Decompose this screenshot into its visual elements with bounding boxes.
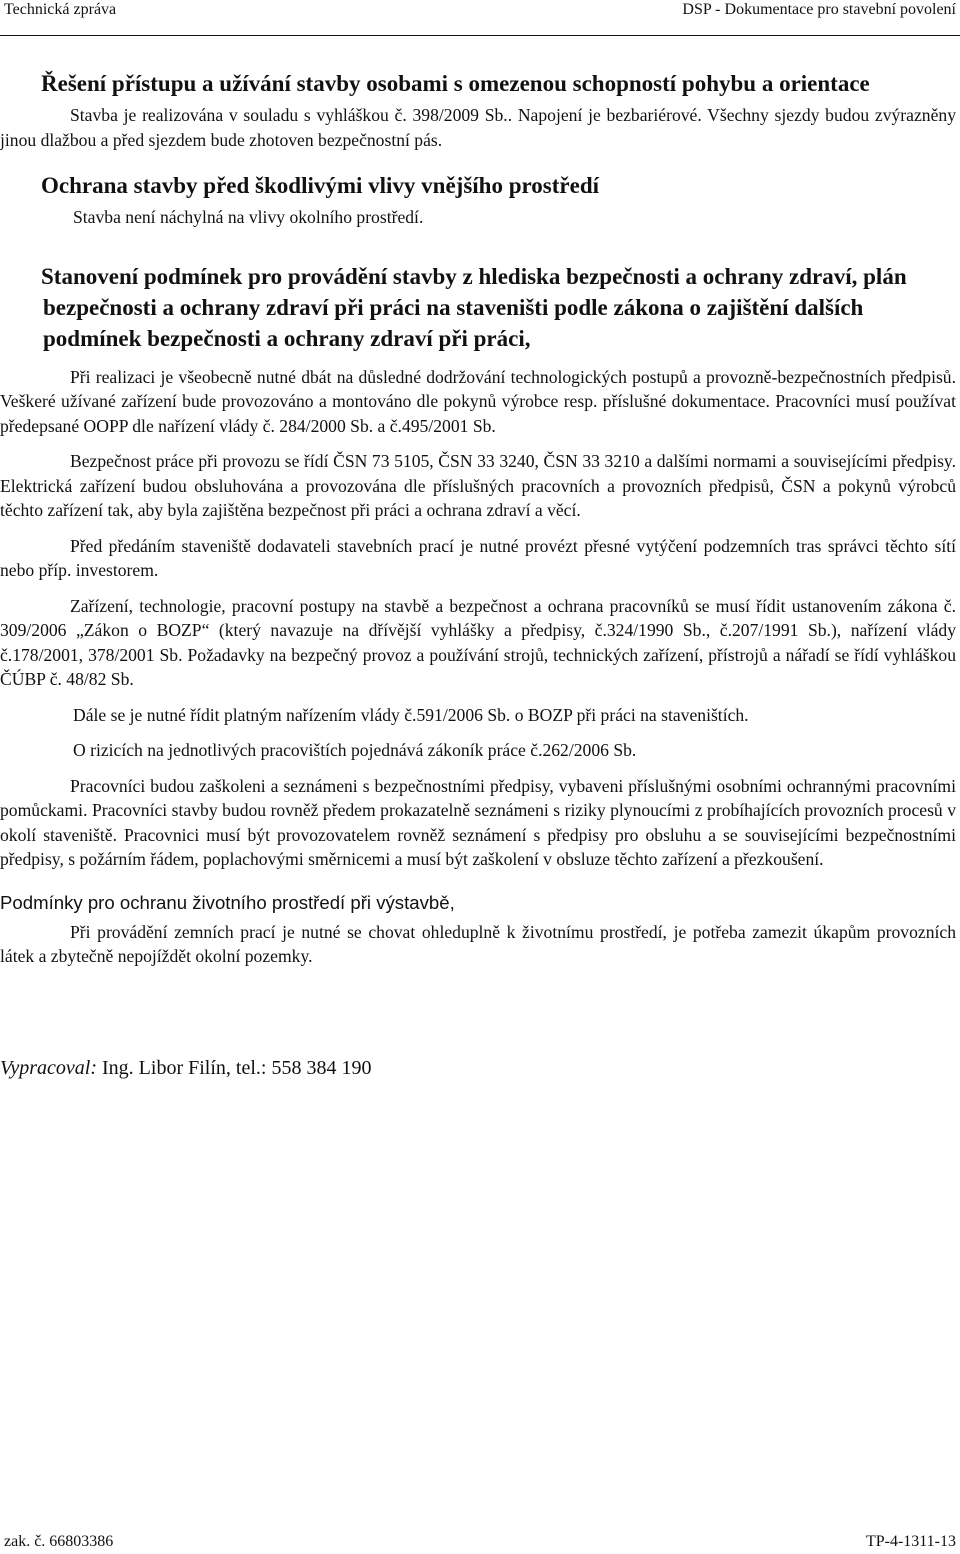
section-6-heading xyxy=(0,68,956,99)
section-7-heading xyxy=(0,170,956,201)
section-8-heading xyxy=(0,261,956,354)
section-7-title: Ochrana stavby před škodlivými vlivy vnějšího prostředí xyxy=(41,173,600,198)
section-8-title: Stanovení podmínek pro provádění stavby z hlediska bezpečnosti a ochrany zdraví, plán bezpečnosti a ochrany zdraví při práci na staveništi podle zákona o zajištění dalších podmínek bezpečnosti a ochrany zdraví při práci, xyxy=(41,263,907,351)
section-6-number xyxy=(0,68,41,99)
section-8-number xyxy=(0,261,41,292)
header-doc-title: DSP - Dokumentace pro stavební povolení xyxy=(682,1,956,18)
section-6-title: Řešení přístupu a užívání stavby osobami s omezenou schopností pohybu a orientace xyxy=(41,71,870,96)
section-8-paragraph-5: Dále se je nutné řídit platným nařízením vlády č.591/2006 Sb. o BOZP při práci na staveništích. xyxy=(73,704,749,725)
page-header xyxy=(0,0,960,22)
environment-heading: Podmínky pro ochranu životního prostředí při výstavbě, xyxy=(0,891,455,913)
environment-paragraph: Při provádění zemních prací je nutné se chovat ohleduplně k životnímu prostředí, je potřeba zamezit úkapům provozních látek a zbytečně nepojíždět okolní pozemky. xyxy=(0,921,956,966)
footer-document-code: TP-4-1311-13 xyxy=(865,1533,956,1550)
section-8-paragraph-6: O rizicích na jednotlivých pracovištích pojednává zákoník práce č.262/2006 Sb. xyxy=(73,740,637,760)
signature-line xyxy=(0,1055,956,1081)
section-7-number xyxy=(0,170,41,201)
page-footer xyxy=(0,1532,960,1552)
section-6-paragraph: Stavba je realizována v souladu s vyhláškou č. 398/2009 Sb.. Napojení je bezbariérové. Všechny sjezdy budou zvýrazněny jinou dlažbou a před sjezdem bude zhotoven bezpečnostní pás. xyxy=(0,105,956,150)
footer-order-number: zak. č. 66803386 xyxy=(4,1533,114,1550)
section-8-paragraph-3: Před předáním staveniště dodavateli stavebních prací je nutné provézt přesné vytýčení podzemních tras správci těchto sítí nebo příp. investorem. xyxy=(0,535,956,580)
signature-label: Vypracoval: xyxy=(0,1056,98,1079)
document-body xyxy=(0,68,956,1081)
signature-value: Ing. Libor Filín, tel.: 558 384 190 xyxy=(102,1056,372,1079)
section-8-paragraph-1: Při realizaci je všeobecně nutné dbát na důsledné dodržování technologických postupů a provozně-bezpečnostních předpisů. Veškeré užívané zařízení bude provozováno a montováno dle pokynů výrobce resp. příslušné dokumentace. Pracovníci musí používat předepsané OOPP dle nařízení vlády č. 284/2000 Sb. a č.495/2001 Sb. xyxy=(0,366,956,436)
header-doc-type: Technická zpráva xyxy=(4,1,117,18)
section-8-paragraph-2: Bezpečnost práce při provozu se řídí ČSN 73 5105, ČSN 33 3240, ČSN 33 3210 a dalšími normami a souvisejícími předpisy. Elektrická zařízení budou obsluhována a provozována dle příslušných pracovních a provozních předpisů, ČSN a pokynů výrobců těchto zařízení tak, aby byla zajištěna bezpečnost při práci a ochrana zdraví a věcí. xyxy=(0,451,956,520)
section-7-paragraph: Stavba není náchylná na vlivy okolního prostředí. xyxy=(73,207,424,227)
header-divider xyxy=(0,35,960,36)
section-8-paragraph-7: Pracovníci budou zaškoleni a seznámeni s bezpečnostními předpisy, vybaveni příslušnými osobními ochrannými pracovními pomůckami. Pracovníci stavby budou rovněž předem prokazatelně seznámeni s riziky plynoucími z probíhajících provozních procesů v okolí staveniště. Pracovnici musí být provozovatelem rovněž seznámení s předpisy pro obsluhu a se souvisejícími bezpečnostními předpisy, s požárním řádem, poplachovými směrnicemi a musí být zaškolení v obsluze těchto zařízení a přezkoušení. xyxy=(0,775,956,869)
section-8-paragraph-4: Zařízení, technologie, pracovní postupy na stavbě a bezpečnost a ochrana pracovníků se musí řídit ustanovením zákona č. 309/2006 „Zákon o BOZP“ (který navazuje na dřívější vyhlášky a předpisy, č.324/1990 Sb., č.207/1991 Sb.), nařízení vlády č.178/2001, 378/2001 Sb. Požadavky na bezpečný provoz a používání strojů, technických zařízení, přístrojů a nářadí se řídí vyhláškou ČÚBP č. 48/82 Sb. xyxy=(0,595,956,689)
